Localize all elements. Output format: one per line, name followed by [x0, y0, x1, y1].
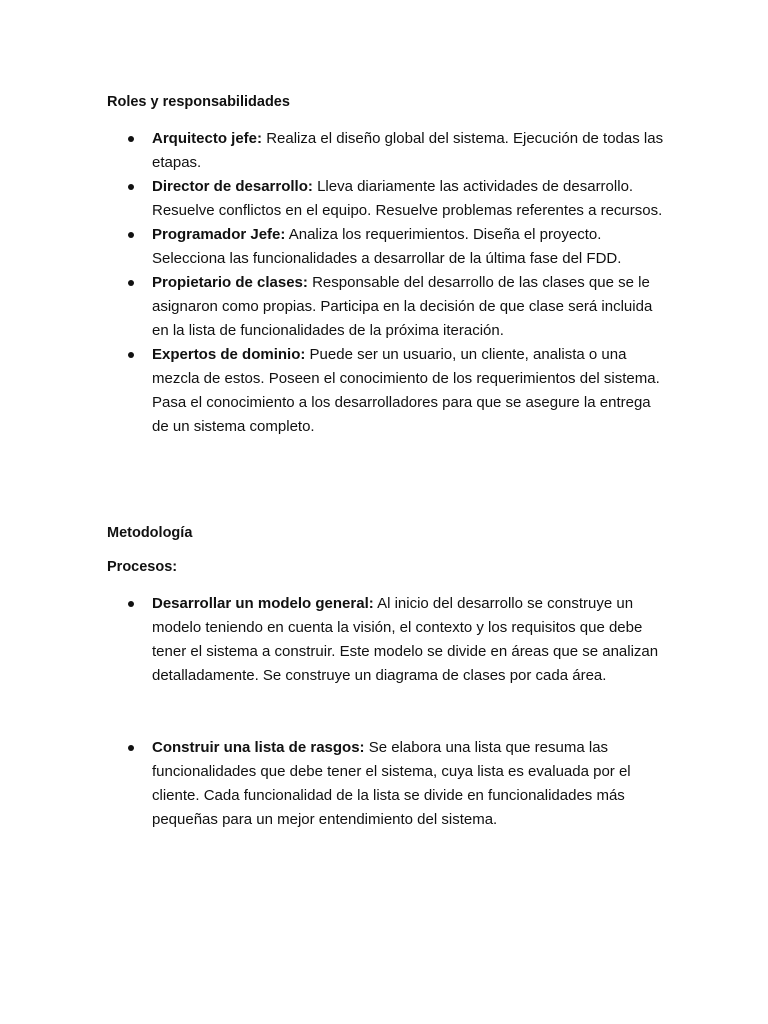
- role-term: Director de desarrollo:: [152, 178, 313, 195]
- role-term: Propietario de clases:: [152, 274, 308, 291]
- section-subtitle-processes: Procesos:: [107, 559, 178, 575]
- process-term: Desarrollar un modelo general:: [152, 595, 374, 612]
- bullet-icon: [128, 352, 134, 358]
- list-item: [128, 223, 668, 271]
- list-item: [128, 175, 668, 223]
- process-list-1: [128, 592, 668, 688]
- bullet-icon: [128, 280, 134, 286]
- role-term: Expertos de dominio:: [152, 346, 306, 363]
- bullet-icon: [128, 745, 134, 751]
- bullet-icon: [128, 136, 134, 142]
- role-term: Arquitecto jefe:: [152, 130, 263, 147]
- process-description: Al inicio del desarrollo se construye un modelo teniendo en cuenta la visión, el contexto y los requisitos que debe tener el sistema a construir. Este modelo se divide en áreas que se analizan detalladamente. Se construye un diagrama de clases por cada área.: [152, 595, 659, 684]
- process-list-2: [128, 736, 668, 832]
- process-description: Se elabora una lista que resuma las funcionalidades que debe tener el sistema, cuya lista es evaluada por el cliente. Cada funcionalidad de la lista se divide en funcionalidades más pequeñas para un mejor entendimiento del sistema.: [152, 739, 631, 828]
- process-term: Construir una lista de rasgos:: [152, 739, 365, 756]
- role-description: Puede ser un usuario, un cliente, analista o una mezcla de estos. Poseen el conocimiento de los requerimientos del sistema. Pasa el conocimiento a los desarrolladores para que se asegure la entrega de un sistema completo.: [152, 346, 660, 435]
- list-item: [128, 736, 668, 832]
- bullet-icon: [128, 601, 134, 607]
- bullet-icon: [128, 232, 134, 238]
- list-item: [128, 343, 668, 439]
- role-description: Analiza los requerimientos. Diseña el proyecto. Selecciona las funcionalidades a desarrollar de la última fase del FDD.: [152, 226, 622, 267]
- role-term: Programador Jefe:: [152, 226, 286, 243]
- roles-list: [128, 127, 668, 439]
- list-item: [128, 592, 668, 688]
- role-description: Lleva diariamente las actividades de desarrollo. Resuelve conflictos en el equipo. Resuelve problemas referentes a recursos.: [152, 178, 663, 219]
- bullet-icon: [128, 184, 134, 190]
- role-description: Realiza el diseño global del sistema. Ejecución de todas las etapas.: [152, 130, 664, 171]
- list-item: [128, 271, 668, 343]
- role-description: Responsable del desarrollo de las clases que se le asignaron como propias. Participa en la decisión de que clase será incluida en la lista de funcionalidades de la próxima iteración.: [152, 274, 653, 339]
- section-title-roles: Roles y responsabilidades: [107, 94, 290, 110]
- section-title-methodology: Metodología: [107, 525, 193, 541]
- list-item: [128, 127, 668, 175]
